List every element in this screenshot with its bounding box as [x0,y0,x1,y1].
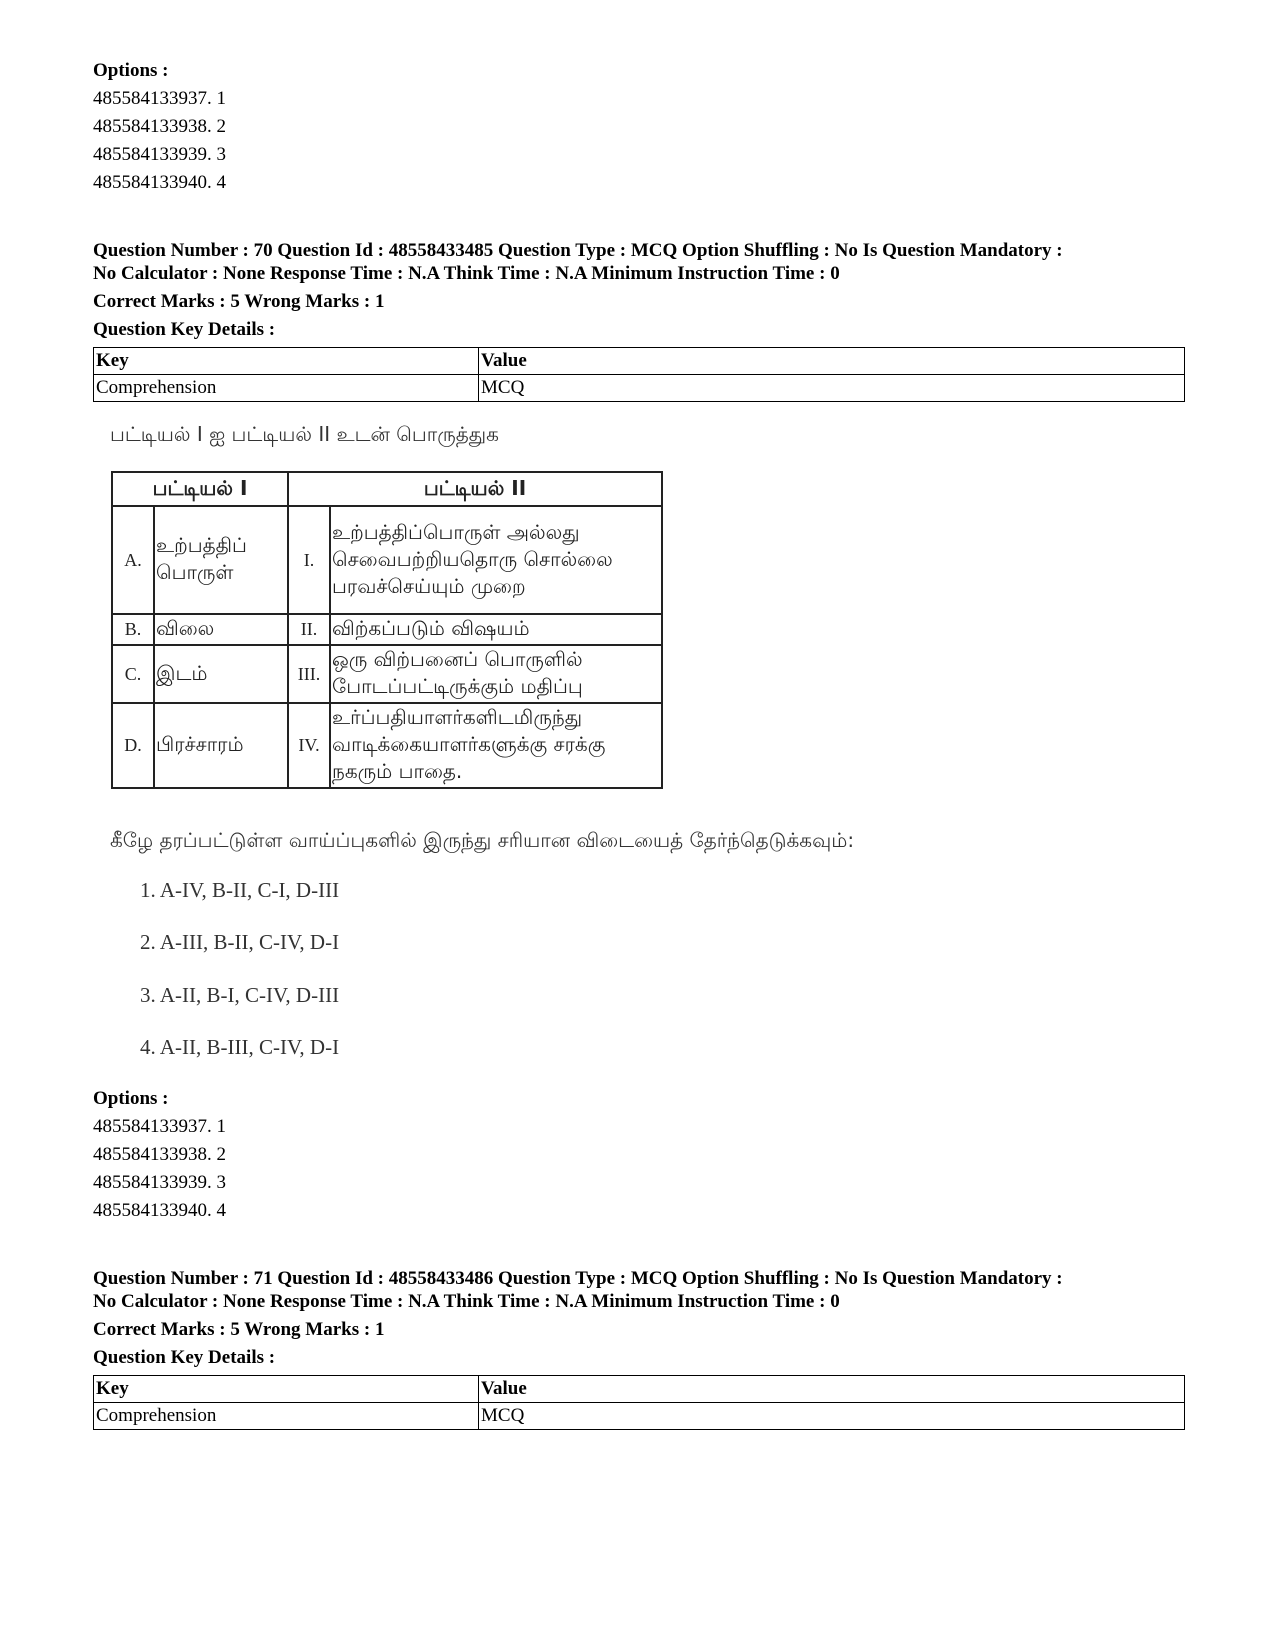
q71-key-table-wrap [93,1375,1185,1430]
table-row [112,506,662,614]
table-header-key: Key [94,1376,479,1403]
table-row [94,1376,1185,1403]
option-item: 485584133939. 3 [93,144,226,165]
options-heading: Options : [93,1088,169,1109]
table-row [94,1403,1185,1430]
choice-item: 3. A-II, B-I, C-IV, D-III [140,983,340,1007]
q70-key-table [93,347,1185,402]
table-header-key: Key [94,348,479,375]
table-row [112,703,662,788]
q71-key-details-label: Question Key Details : [93,1347,276,1368]
q70-match-table-wrap [111,471,663,789]
list2-item: உற்பத்திப்பொருள் அல்லது செவைபற்றியதொரு சொல்லை பரவச்செய்யும் முறை [330,506,662,614]
q70-marks: Correct Marks : 5 Wrong Marks : 1 [93,291,385,312]
option-item: 485584133940. 4 [93,172,226,193]
list1-item: பிரச்சாரம் [154,703,288,788]
choice-item: 1. A-IV, B-II, C-I, D-III [140,878,340,902]
q70-match-table [111,471,663,789]
top-options-block [93,57,1185,197]
option-item: 485584133939. 3 [93,1172,226,1193]
row-letter: D. [112,703,154,788]
q70-options-block [93,1085,1185,1225]
table-row [94,375,1185,402]
row-numeral: I. [288,506,330,614]
option-item: 485584133938. 2 [93,1144,226,1165]
q71-key-table [93,1375,1185,1430]
q70-instruction-wrap [110,828,1070,855]
choice-item: 2. A-III, B-II, C-IV, D-I [140,930,340,954]
table-cell-key: Comprehension [94,375,479,402]
list2-header: பட்டியல் II [288,472,662,506]
row-numeral: III. [288,645,330,703]
option-item: 485584133938. 2 [93,116,226,137]
q70-meta-line2: No Calculator : None Response Time : N.A Think Time : N.A Minimum Instruction Time : 0 [93,263,840,284]
row-numeral: II. [288,614,330,645]
option-item: 485584133940. 4 [93,1200,226,1221]
options-heading: Options : [93,60,169,81]
row-letter: A. [112,506,154,614]
list2-item: உர்ப்பதியாளர்களிடமிருந்து வாடிக்கையாளர்களுக்கு சரக்கு நகரும் பாதை. [330,703,662,788]
list1-header: பட்டியல் I [112,472,288,506]
q71-marks: Correct Marks : 5 Wrong Marks : 1 [93,1319,385,1340]
table-header-value: Value [479,1376,1185,1403]
q71-header [93,1267,1185,1369]
q70-meta-line1: Question Number : 70 Question Id : 48558433485 Question Type : MCQ Option Shuffling : No Is Question Mandatory : [93,240,1063,261]
table-row [112,472,662,506]
q70-prompt: பட்டியல் I ஐ பட்டியல் II உடன் பொருத்துக [110,422,499,446]
row-numeral: IV. [288,703,330,788]
table-cell-value: MCQ [479,375,1185,402]
q70-header [93,239,1185,341]
q70-prompt-wrap [110,422,1070,449]
row-letter: C. [112,645,154,703]
option-item: 485584133937. 1 [93,88,226,109]
option-item: 485584133937. 1 [93,1116,226,1137]
table-header-value: Value [479,348,1185,375]
list1-item: உற்பத்திப் பொருள் [154,506,288,614]
list2-item: விற்கப்படும் விஷயம் [330,614,662,645]
q70-key-details-label: Question Key Details : [93,319,276,340]
table-cell-value: MCQ [479,1403,1185,1430]
q70-key-table-wrap [93,347,1185,402]
list2-item: ஒரு விற்பனைப் பொருளில் போடப்பட்டிருக்கும் மதிப்பு [330,645,662,703]
q70-instruction: கீழே தரப்பட்டுள்ள வாய்ப்புகளில் இருந்து சரியான விடையைத் தேர்ந்தெடுக்கவும்: [110,828,855,852]
table-cell-key: Comprehension [94,1403,479,1430]
q71-meta-line1: Question Number : 71 Question Id : 48558433486 Question Type : MCQ Option Shuffling : No Is Question Mandatory : [93,1268,1063,1289]
list1-item: இடம் [154,645,288,703]
choice-item: 4. A-II, B-III, C-IV, D-I [140,1035,340,1059]
q71-meta-line2: No Calculator : None Response Time : N.A Think Time : N.A Minimum Instruction Time : 0 [93,1291,840,1312]
list1-item: விலை [154,614,288,645]
table-row [94,348,1185,375]
table-row [112,645,662,703]
row-letter: B. [112,614,154,645]
table-row [112,614,662,645]
